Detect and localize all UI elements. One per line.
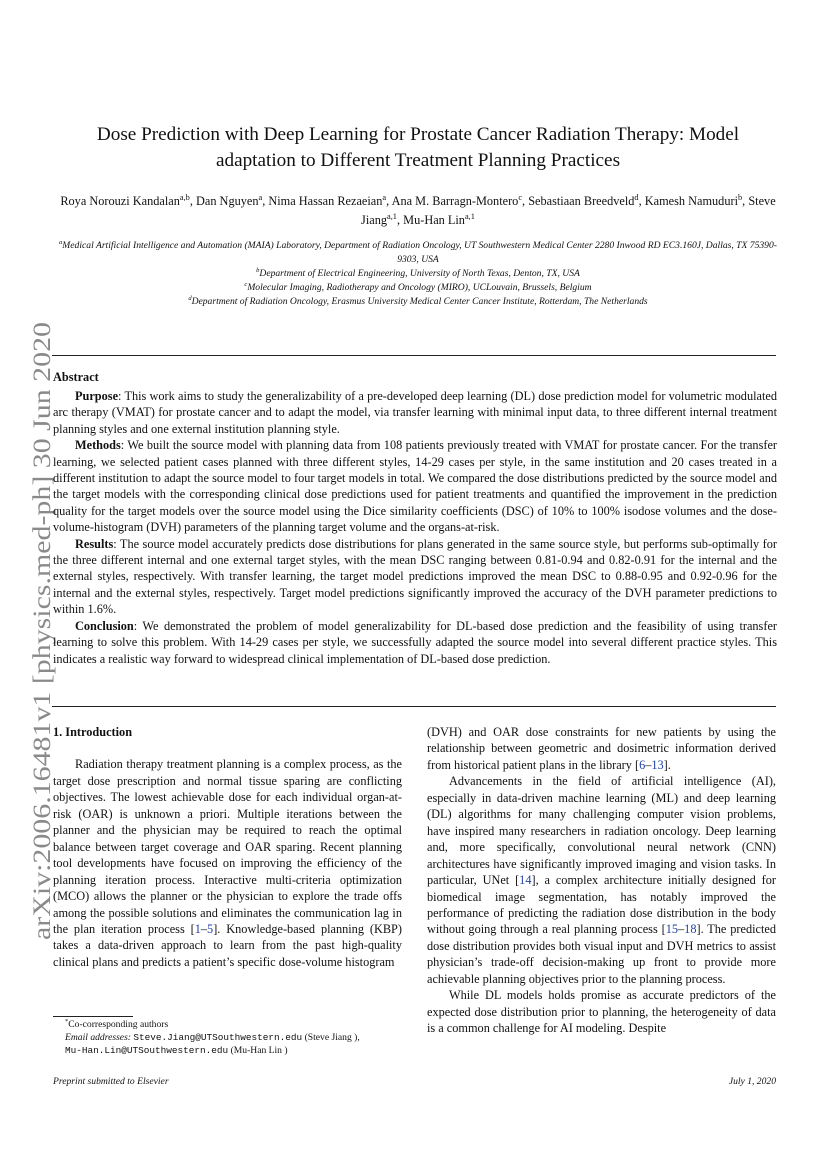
author: Kamesh Namuduri$^b$, bbox=[644, 192, 749, 208]
abstract-top-rule bbox=[52, 355, 776, 356]
author: Nima Hassan Rezaeian$^a$, bbox=[268, 192, 392, 208]
affiliation-list bbox=[58, 239, 778, 309]
arxiv-stamp-text: arXiv:2006.16481v1 [physics.med-ph] 30 Jun 2020 bbox=[29, 423, 56, 940]
abstract-body bbox=[53, 388, 777, 667]
intro-paragraph-3: While DL models holds promise as accurate predictors of the expected dose distribution prior to planning, the heterogeneity of data is a common challenge for AI modeling. Despite bbox=[427, 988, 776, 1036]
intro-paragraph-2: Advancements in the field of artificial intelligence (AI), especially in data-driven machine learning (ML) and deep learning (DL) algorithms for many challenging computer vision problems, have inspired many researchers in radiation oncology. Deep learning and, more specifically, convolutional neural network (CNN) architectures have significantly improved imaging and vision tasks. In particular, UNet [14], a complex architecture initially designed for biomedical image segmentation, has notably improved the performance of predicting the radiation dose distribution in the body without going through a real planning process [15–18]. The predicted dose distribution provides both visual input and DVH metrics to assist physician’s trade-off decision-making up front to provide more achievable planning objectives prior to the planning process. bbox=[427, 774, 776, 986]
author: Sebastiaan Breedveld$^d$, bbox=[528, 192, 645, 208]
abstract-conclusion: Conclusion: We demonstrated the problem of model generalizability for DL-based dose prediction and the feasibility of using transfer learning to solve this problem. With 14-29 cases per style, we successfully adapted the source model into several different practice styles. This indicates a realistic way forward to widespread clinical implementation of DL-based dose prediction. bbox=[53, 618, 777, 666]
citation-link[interactable]: 6 bbox=[639, 757, 646, 772]
citation-link[interactable]: 15 bbox=[665, 922, 679, 937]
abstract-bottom-rule bbox=[52, 706, 776, 707]
affiliation: $^c$Molecular Imaging, Radiotherapy and Oncology (MIRO), UCLouvain, Brussels, Belgium bbox=[244, 280, 592, 293]
right-column bbox=[427, 724, 776, 1037]
author: Dan Nguyen$^a$, bbox=[196, 192, 269, 208]
author: Ana M. Barragn-Montero$^c$, bbox=[391, 192, 529, 208]
footnote-emails: Email addresses: Steve.Jiang@UTSouthwestern.edu (Steve Jiang ), Mu-Han.Lin@UTSouthwestern.edu (Mu-Han Lin ) bbox=[65, 1031, 360, 1056]
intro-paragraph-1-continued: (DVH) and OAR dose constraints for new patients by using the relationship between geometric and dosimetric information derived from historical patient plans in the library [6–13]. bbox=[427, 725, 776, 772]
affiliation: $^a$Medical Artificial Intelligence and Automation (MAIA) Laboratory, Department of Radiation Oncology, UT Southwestern Medical Center 2280 Inwood RD EC3.160J, Dallas, TX 75390-9303, USA bbox=[59, 238, 777, 265]
title-line-2: adaptation to Different Treatment Planning Practices bbox=[215, 150, 621, 171]
affiliation: $^b$Department of Electrical Engineering, University of North Texas, Denton, TX, USA bbox=[256, 266, 580, 279]
citation-link[interactable]: 14 bbox=[519, 873, 532, 888]
section-heading-introduction: 1. Introduction bbox=[53, 725, 133, 739]
abstract-methods: Methods: We built the source model with planning data from 108 patients previously treated with VMAT for prostate cancer. For the transfer learning, we selected patient cases planned with three different styles, 14-29 cases per style, in the same institution and 20 cases treated in a different institution to adapt the source model to four target models in total. We compared the dose distributions predicted by the source model and the target models with the corresponding clinical dose predictions used for patient treatments and quantified the improvement in the prediction quality for the target models over the source model using the Dice similarity coefficients (DSC) of 10% to 100% isodose volumes and the dose-volume-histogram (DVH) parameters of the planning target volume and the organs-at-risk. bbox=[53, 438, 777, 535]
affiliation: $^d$Department of Radiation Oncology, Erasmus University Medical Center Cancer Institute, Rotterdam, The Netherlands bbox=[188, 294, 648, 307]
footer-preprint-note: Preprint submitted to Elsevier bbox=[53, 1076, 169, 1087]
footer-date: July 1, 2020 bbox=[728, 1076, 776, 1087]
left-column bbox=[53, 724, 402, 970]
abstract-heading: Abstract bbox=[53, 370, 99, 384]
email-link[interactable]: Steve.Jiang@UTSouthwestern.edu bbox=[133, 1031, 303, 1043]
author: Roya Norouzi Kandalan$^{a,b}$, bbox=[60, 192, 196, 208]
citation-link[interactable]: 18 bbox=[684, 922, 697, 937]
citation-link[interactable]: 1 bbox=[194, 921, 201, 936]
author-list bbox=[58, 192, 778, 230]
footnotes bbox=[53, 1019, 402, 1057]
title-line-1: Dose Prediction with Deep Learning for Prostate Cancer Radiation Therapy: Model bbox=[96, 124, 740, 145]
abstract-purpose: Purpose: This work aims to study the generalizability of a pre-developed deep learning (DL) dose prediction model for volumetric modulated arc therapy (VMAT) for prostate cancer and to adapt the model, via transfer learning with minimal input data, to three different internal treatment planning styles and one external institution planning style. bbox=[53, 389, 777, 436]
footnote-corresponding: *Co-corresponding authors bbox=[65, 1017, 169, 1030]
citation-link[interactable]: 5 bbox=[207, 921, 214, 936]
author: Mu-Han Lin$^{a,1}$ bbox=[403, 211, 475, 227]
paper-title bbox=[60, 122, 776, 174]
abstract-results: Results: The source model accurately predicts dose distributions for plans generated in the same source style, but performs sub-optimally for the three different internal and one external target styles, with the mean DSC ranging between 0.81-0.94 and 0.82-0.91 for the internal and the external styles, respectively. With transfer learning, the target model predictions improved the mean DSC to 0.88-0.95 and 0.92-0.96 for the internal and the external styles, respectively. Target model predictions significantly improved the accuracy of the DVH parameter predictions to within 1.6%. bbox=[53, 536, 777, 617]
intro-paragraph-1: Radiation therapy treatment planning is a complex process, as the target dose prescription and normal tissue sparing are conflicting objectives. The lowest achievable dose for each individual organ-at-risk (OAR) is unknown a priori. Multiple iterations between the planner and the physician may be required to reach the optimal balance between target coverage and OAR sparing. Recent planning tool developments have focused on improving the efficiency of the planning iteration process. Interactive multi-criteria optimization (MCO) allows the planner or the physician to explore the trade offs among the possible solutions and eliminates the communication lag in the plan iteration process [1–5]. Knowledge-based planning (KBP) takes a data-driven approach to learn from the past high-quality clinical plans and predicts a patient’s specific dose-volume histogram bbox=[53, 757, 402, 969]
email-link[interactable]: Mu-Han.Lin@UTSouthwestern.edu bbox=[65, 1044, 229, 1056]
citation-link[interactable]: 13 bbox=[651, 757, 664, 772]
author: Steve Jiang$^{a,1}$, bbox=[361, 194, 776, 227]
